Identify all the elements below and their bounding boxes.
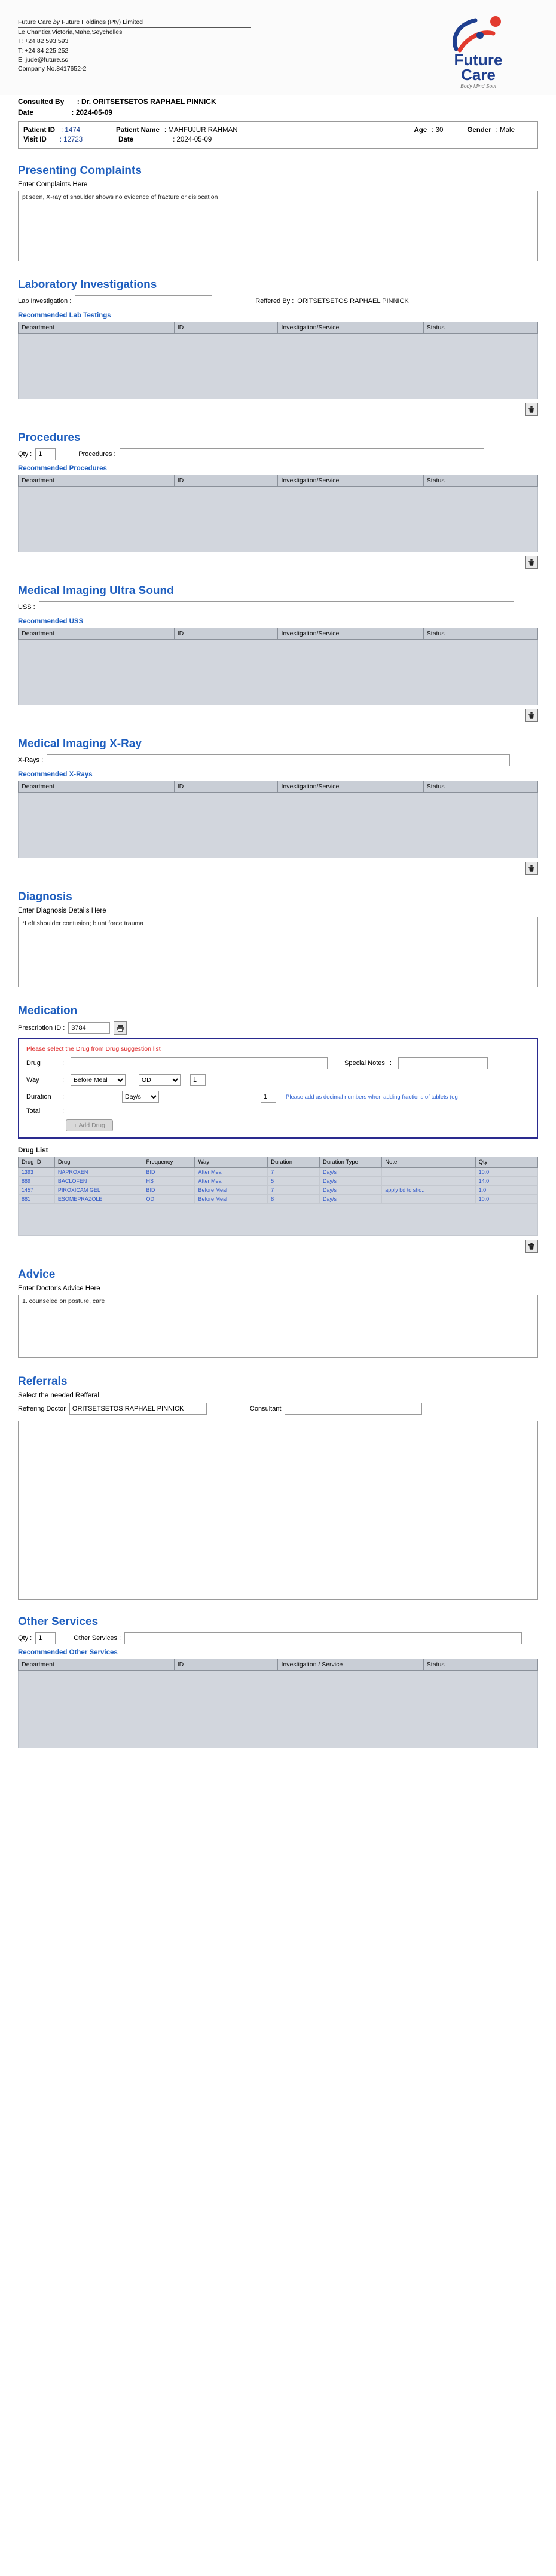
xray-col-id: ID <box>174 781 278 793</box>
referring-doctor-input[interactable] <box>69 1403 207 1415</box>
drug-cell-duration: 7 <box>268 1168 320 1177</box>
way-label: Way <box>26 1076 39 1084</box>
patient-name-label: Patient Name <box>116 127 160 134</box>
xray-empty-body <box>19 793 538 858</box>
age-value: : 30 <box>432 127 444 134</box>
drug-row: Drug : Special Notes : <box>26 1057 530 1069</box>
other-services-empty-body <box>19 1671 538 1748</box>
lab-input-row <box>18 295 538 307</box>
clinic-name-prefix: Future Care <box>18 19 52 26</box>
drug-col-duration-type: Duration Type <box>319 1157 381 1168</box>
drug-cell-qty: 1.0 <box>475 1186 537 1195</box>
table-row <box>19 1204 538 1236</box>
xray-table-footer <box>18 862 538 875</box>
consulted-by-line <box>18 97 556 106</box>
logo-word-care: Care <box>461 65 496 84</box>
table-row[interactable] <box>19 1168 538 1177</box>
lab-col-id: ID <box>174 322 278 334</box>
drug-cell-frequency: BID <box>143 1186 195 1195</box>
lab-col-investigation: Investigation/Service <box>278 322 423 334</box>
patient-name-value: : MAHFUJUR RAHMAN <box>164 127 238 134</box>
consulted-by-colon: : <box>77 97 80 106</box>
drug-cell-name: BACLOFEN <box>54 1177 143 1186</box>
duration-input[interactable] <box>261 1091 276 1103</box>
proc-col-status: Status <box>423 475 537 487</box>
section-title-procedures: Procedures <box>18 432 81 445</box>
referrals-input-row <box>18 1403 538 1415</box>
consultant-input[interactable] <box>285 1403 422 1415</box>
table-row[interactable] <box>19 1195 538 1204</box>
uss-table <box>18 628 538 705</box>
way-select[interactable] <box>71 1074 126 1086</box>
xray-col-investigation: Investigation/Service <box>278 781 423 793</box>
xray-col-department: Department <box>19 781 175 793</box>
patient-id-value: : 1474 <box>61 127 81 134</box>
drug-col-drug: Drug <box>54 1157 143 1168</box>
lab-investigation-label: Lab Investigation : <box>18 298 72 305</box>
drug-col-qty: Qty <box>475 1157 537 1168</box>
xray-table-header-row <box>19 781 538 793</box>
uss-table-footer <box>18 709 538 722</box>
os-col-department: Department <box>19 1659 175 1671</box>
uss-col-status: Status <box>423 628 537 640</box>
table-row <box>19 487 538 552</box>
drug-col-duration: Duration <box>268 1157 320 1168</box>
uss-col-investigation: Investigation/Service <box>278 628 423 640</box>
lab-investigation-input[interactable] <box>75 295 212 307</box>
drug-cell-note <box>382 1177 475 1186</box>
clinic-name-by: by <box>51 19 62 26</box>
procedures-table-header-row <box>19 475 538 487</box>
drug-cell-frequency: OD <box>143 1195 195 1204</box>
presenting-complaints-input[interactable] <box>18 191 538 261</box>
drug-cell-frequency: BID <box>143 1168 195 1177</box>
drug-cell-id: 1457 <box>19 1186 55 1195</box>
total-label: Total <box>26 1108 41 1115</box>
clinic-tel-1: T: +24 82 593 593 <box>18 38 69 45</box>
consultant-label: Consultant <box>249 1405 282 1413</box>
frequency-select[interactable] <box>139 1074 181 1086</box>
visit-id-value: : 12723 <box>59 136 83 144</box>
doctor-name: ORITSETSETOS RAPHAEL PINNICK <box>93 97 216 106</box>
referral-notes-area[interactable] <box>18 1421 538 1600</box>
table-row[interactable] <box>19 1186 538 1195</box>
recommended-xrays-link[interactable]: Recommended X-Rays <box>18 771 93 779</box>
visit-id-label: Visit ID <box>23 136 47 144</box>
drug-col-id: Drug ID <box>19 1157 55 1168</box>
procedures-table <box>18 475 538 552</box>
page-header <box>0 0 556 95</box>
table-row[interactable] <box>19 1177 538 1186</box>
section-title-medication: Medication <box>18 1005 78 1018</box>
section-title-advice: Advice <box>18 1268 56 1281</box>
recommended-uss-link[interactable]: Recommended USS <box>18 618 84 626</box>
drug-col-way: Way <box>195 1157 268 1168</box>
drug-cell-name: NAPROXEN <box>54 1168 143 1177</box>
clinic-name <box>18 18 251 27</box>
patient-row-2 <box>23 135 533 145</box>
lab-table-header-row <box>19 322 538 334</box>
drug-selection-warning: Please select the Drug from Drug suggestion list <box>26 1045 161 1053</box>
os-col-investigation: Investigation / Service <box>278 1659 423 1671</box>
drug-cell-duration: 7 <box>268 1186 320 1195</box>
trash-icon[interactable] <box>525 709 538 722</box>
drug-cell-name: ESOMEPRAZOLE <box>54 1195 143 1204</box>
section-title-ultrasound: Medical Imaging Ultra Sound <box>18 585 174 598</box>
table-row <box>19 334 538 399</box>
referrals-label: Select the needed Refferal <box>18 1392 99 1400</box>
patient-info-box <box>18 121 538 149</box>
procedures-input-row <box>18 448 538 460</box>
section-title-diagnosis: Diagnosis <box>18 891 72 904</box>
section-title-xray: Medical Imaging X-Ray <box>18 738 142 751</box>
drug-cell-qty: 10.0 <box>475 1168 537 1177</box>
drug-cell-way: After Meal <box>195 1177 268 1186</box>
plus-icon: + <box>74 1122 79 1130</box>
trash-icon[interactable] <box>525 1240 538 1253</box>
drug-cell-id: 889 <box>19 1177 55 1186</box>
trash-icon[interactable] <box>525 862 538 875</box>
visit-date-value: : 2024-05-09 <box>173 136 212 144</box>
drug-table-footer <box>18 1240 538 1253</box>
logo-word-future: Future <box>454 51 503 69</box>
other-services-input-row <box>18 1632 538 1644</box>
diagnosis-input[interactable] <box>18 917 538 987</box>
other-services-qty-label: Qty : <box>18 1635 32 1642</box>
clinic-address: Le Chantier,Victoria,Mahe,Seychelles <box>18 29 123 36</box>
drug-cell-name: PIROXICAM GEL <box>54 1186 143 1195</box>
add-drug-label: Add Drug <box>78 1122 105 1130</box>
drug-cell-qty: 10.0 <box>475 1195 537 1204</box>
frequency-qty-input[interactable] <box>190 1074 206 1086</box>
procedures-qty-label: Qty : <box>18 451 32 458</box>
consult-date-colon: : <box>71 108 74 117</box>
lab-table-footer <box>18 403 538 416</box>
trash-icon[interactable] <box>525 556 538 569</box>
drug-cell-way: Before Meal <box>195 1195 268 1204</box>
recommended-lab-testings-link[interactable]: Recommended Lab Testings <box>18 312 111 320</box>
medication-panel <box>18 1038 538 1139</box>
drug-col-frequency: Frequency <box>143 1157 195 1168</box>
gender-value: : Male <box>496 127 515 134</box>
consult-date-value: 2024-05-09 <box>75 108 113 117</box>
clinic-company-no: Company No.8417652-2 <box>18 65 87 73</box>
advice-label: Enter Doctor's Advice Here <box>18 1285 100 1293</box>
recommended-procedures-link[interactable]: Recommended Procedures <box>18 465 107 473</box>
total-row: Total : <box>26 1108 65 1115</box>
section-title-laboratory: Laboratory Investigations <box>18 279 157 292</box>
consult-date-line <box>18 108 556 117</box>
doctor-prefix: Dr. <box>81 97 91 106</box>
procedures-label: Procedures : <box>78 451 116 458</box>
lab-empty-body <box>19 334 538 399</box>
referred-by-label: Reffered By : <box>255 298 294 305</box>
logo <box>418 13 538 89</box>
other-services-qty-input[interactable] <box>35 1632 56 1644</box>
special-notes-label: Special Notes <box>344 1060 385 1067</box>
special-notes-input[interactable] <box>398 1057 488 1069</box>
xray-input[interactable] <box>47 754 510 766</box>
recommended-other-services-link[interactable]: Recommended Other Services <box>18 1649 118 1657</box>
procedures-empty-body <box>19 487 538 552</box>
drug-cell-way: Before Meal <box>195 1186 268 1195</box>
diagnosis-label: Enter Diagnosis Details Here <box>18 907 106 915</box>
lab-col-status: Status <box>423 322 537 334</box>
clinic-name-suffix: Future Holdings (Pty) Limited <box>61 19 143 26</box>
consulted-by-label: Consulted By <box>18 97 65 106</box>
drug-cell-note <box>382 1168 475 1177</box>
patient-id-label: Patient ID <box>23 127 56 134</box>
add-drug-button[interactable] <box>66 1119 113 1131</box>
xray-col-status: Status <box>423 781 537 793</box>
presenting-complaints-label: Enter Complaints Here <box>18 181 88 189</box>
trash-icon[interactable] <box>525 403 538 416</box>
table-row <box>19 640 538 705</box>
other-services-table <box>18 1659 538 1748</box>
other-services-input[interactable] <box>124 1632 522 1644</box>
uss-label: USS : <box>18 604 35 611</box>
printer-icon[interactable] <box>114 1021 127 1035</box>
proc-col-investigation: Investigation/Service <box>278 475 423 487</box>
drug-cell-id: 881 <box>19 1195 55 1204</box>
add-drug-row <box>66 1119 530 1131</box>
xray-table <box>18 781 538 858</box>
drug-table-filler <box>19 1204 538 1236</box>
uss-table-header-row <box>19 628 538 640</box>
duration-row: Duration : Day/s 1 Please add as decimal numbers when adding fractions of tablets (eg <box>26 1091 530 1103</box>
procedures-input[interactable] <box>120 448 484 460</box>
referring-doctor-label: Reffering Doctor <box>18 1405 66 1413</box>
uss-empty-body <box>19 640 538 705</box>
uss-col-id: ID <box>174 628 278 640</box>
drug-cell-way: After Meal <box>195 1168 268 1177</box>
prescription-row <box>18 1021 538 1035</box>
consult-info <box>0 97 556 117</box>
uss-input[interactable] <box>39 601 514 613</box>
visit-date-label: Date <box>118 136 134 144</box>
drug-input[interactable] <box>71 1057 328 1069</box>
drug-cell-note: apply bd to sho.. <box>382 1186 475 1195</box>
way-row: Way : Before Meal OD 1 <box>26 1074 530 1086</box>
age-label: Age <box>414 127 427 134</box>
drug-cell-duration-type: Day/s <box>319 1186 381 1195</box>
drug-cell-duration-type: Day/s <box>319 1168 381 1177</box>
gender-label: Gender <box>467 127 491 134</box>
duration-hint: Please add as decimal numbers when adding fractions of tablets (eg <box>286 1093 458 1100</box>
clinic-tel-2: T: +24 84 225 252 <box>18 47 69 54</box>
drug-cell-duration: 5 <box>268 1177 320 1186</box>
drug-list-label: Drug List <box>18 1147 48 1155</box>
xray-input-row <box>18 754 538 766</box>
os-col-id: ID <box>174 1659 278 1671</box>
drug-cell-note <box>382 1195 475 1204</box>
logo-tagline: Body Mind Soul <box>460 83 496 90</box>
drug-cell-frequency: HS <box>143 1177 195 1186</box>
section-title-other-services: Other Services <box>18 1616 99 1629</box>
proc-col-id: ID <box>174 475 278 487</box>
clinic-email: E: jude@future.sc <box>18 56 68 63</box>
procedures-table-footer <box>18 556 538 569</box>
procedures-qty-input[interactable] <box>35 448 56 460</box>
advice-input[interactable] <box>18 1295 538 1358</box>
drug-cell-duration-type: Day/s <box>319 1177 381 1186</box>
drug-cell-duration: 8 <box>268 1195 320 1204</box>
prescription-id-label: Prescription ID : <box>18 1024 65 1032</box>
consult-date-label: Date <box>18 108 34 117</box>
lab-col-department: Department <box>19 322 175 334</box>
xray-label: X-Rays : <box>18 757 44 764</box>
logo-word-care-wrap <box>418 65 538 84</box>
patient-row-1 <box>23 126 533 135</box>
duration-label: Duration <box>26 1093 51 1101</box>
drug-cell-id: 1393 <box>19 1168 55 1177</box>
section-title-referrals: Referrals <box>18 1375 68 1388</box>
other-services-table-header-row <box>19 1659 538 1671</box>
duration-type-select[interactable] <box>122 1091 159 1103</box>
other-services-label: Other Services : <box>74 1635 121 1642</box>
drug-cell-duration-type: Day/s <box>319 1195 381 1204</box>
proc-col-department: Department <box>19 475 175 487</box>
referred-by-value: ORITSETSETOS RAPHAEL PINNICK <box>297 298 409 305</box>
os-col-status: Status <box>423 1659 537 1671</box>
lab-results-table <box>18 322 538 399</box>
drug-cell-qty: 14.0 <box>475 1177 537 1186</box>
logo-mark-icon <box>433 16 523 53</box>
uss-col-department: Department <box>19 628 175 640</box>
prescription-id-input[interactable] <box>68 1022 110 1034</box>
table-row <box>19 1671 538 1748</box>
drug-table-header-row <box>19 1157 538 1168</box>
uss-input-row <box>18 601 538 613</box>
drug-list-table <box>18 1157 538 1236</box>
table-row <box>19 793 538 858</box>
clinic-info <box>18 13 251 74</box>
drug-col-note: Note <box>382 1157 475 1168</box>
drug-label: Drug <box>26 1060 41 1067</box>
section-title-presenting-complaints: Presenting Complaints <box>18 164 142 178</box>
